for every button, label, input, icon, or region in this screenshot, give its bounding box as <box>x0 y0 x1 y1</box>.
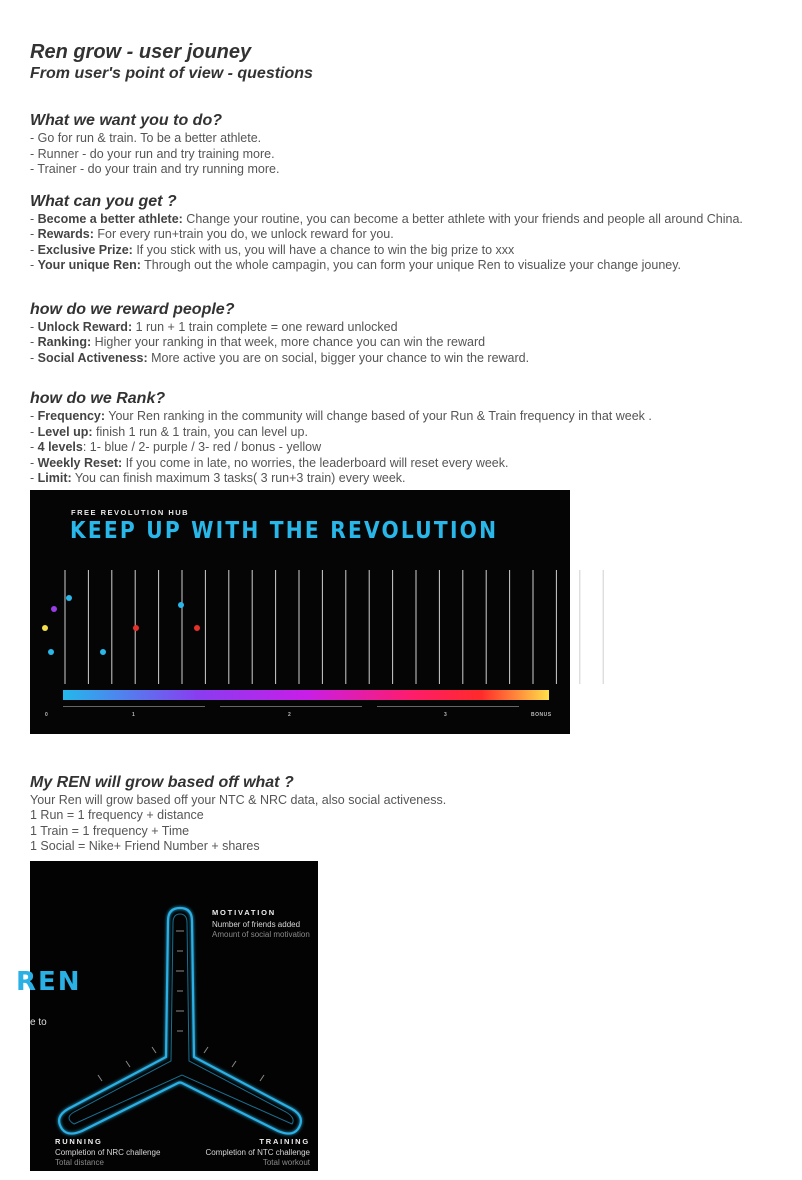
revolution-kicker: FREE REVOLUTION HUB <box>71 507 190 517</box>
scale-label: BONUS <box>531 711 552 718</box>
list-item: - Your unique Ren: Through out the whole campagin, you can form your unique Ren to visualize your change jouney. <box>30 258 682 272</box>
section-rank <box>30 389 790 734</box>
text-line: Your Ren will grow based off your NTC & NRC data, also social activeness. <box>30 792 447 807</box>
training-heading: TRAINING <box>259 1136 310 1146</box>
user-dot <box>48 649 54 655</box>
scale-label: 0 <box>45 711 49 718</box>
list-item: - Social Activeness: More active you are on social, bigger your chance to win the reward. <box>30 350 530 365</box>
running-line: Total distance <box>55 1157 104 1167</box>
scale-label: 2 <box>288 711 292 718</box>
section-heading: how do we reward people? <box>30 300 235 318</box>
section-heading: What can you get ? <box>30 192 177 210</box>
training-line: Completion of NTC challenge <box>205 1147 310 1157</box>
item-label: Frequency: <box>37 409 106 423</box>
section-what-can-you-get <box>30 192 790 274</box>
item-label: Ranking: <box>37 335 92 349</box>
user-dot <box>100 649 106 655</box>
list-item: - Limit: You can finish maximum 3 tasks( 3 run+3 train) every week. <box>30 471 406 485</box>
ren-shape-image <box>16 861 318 1171</box>
level-gradient-bar <box>63 690 549 700</box>
ren-scale-ticks <box>98 931 264 1081</box>
item-label: Your unique Ren: <box>37 258 141 272</box>
list-item: - Exclusive Prize: If you stick with us, you will have a chance to win the big prize to xxx <box>30 242 515 257</box>
section-reward <box>30 300 790 367</box>
item-label: Limit: <box>37 471 72 485</box>
list-item: - Level up: finish 1 run & 1 train, you can level up. <box>30 424 308 439</box>
training-line: Total workout <box>262 1157 310 1167</box>
list-item: - 4 levels: 1- blue / 2- purple / 3- red / bonus - yellow <box>30 440 322 454</box>
user-dot <box>66 595 72 601</box>
item-label: Social Activeness: <box>37 350 148 365</box>
list-item: - Frequency: Your Ren ranking in the community will change based of your Run & Train frequency in that week . <box>30 409 652 423</box>
item-label: Become a better athlete: <box>37 211 183 226</box>
section-heading: What we want you to do? <box>30 112 222 129</box>
list-item: - Ranking: Higher your ranking in that week, more chance you can win the reward <box>30 335 486 349</box>
level-divider <box>220 706 362 707</box>
user-dot <box>51 606 57 612</box>
text-line: 1 Social = Nike+ Friend Number + shares <box>30 839 260 853</box>
section-what-to-do <box>30 111 790 178</box>
running-heading: RUNNING <box>55 1136 103 1146</box>
list-item: - Become a better athlete: Change your routine, you can become a better athlete with your friends and people all around China. <box>30 211 743 226</box>
level-divider <box>377 706 519 707</box>
item-label: Level up: <box>37 424 93 439</box>
item-label: Exclusive Prize: <box>37 242 133 257</box>
level-divider <box>63 706 205 707</box>
list-item: - Runner - do your run and try training more. <box>30 146 275 161</box>
revolution-leaderboard-image <box>30 490 570 734</box>
list-item: - Go for run & train. To be a better athlete. <box>30 131 262 145</box>
page-subtitle: From user's point of view - questions <box>30 65 313 82</box>
user-dot <box>178 602 184 608</box>
motivation-heading: MOTIVATION <box>212 907 276 917</box>
item-label: Rewards: <box>37 227 94 241</box>
list-item: - Unlock Reward: 1 run + 1 train complete = one reward unlocked <box>30 319 398 334</box>
list-item: - Rewards: For every run+train you do, we unlock reward for you. <box>30 227 394 241</box>
list-item: - Trainer - do your train and try running more. <box>30 162 280 176</box>
scale-label: 1 <box>132 711 136 718</box>
text-line: 1 Run = 1 frequency + distance <box>30 808 204 822</box>
motivation-line: Amount of social motivation <box>212 929 310 939</box>
revolution-title: KEEP UP WITH THE REVOLUTION <box>70 517 499 544</box>
ren-outline <box>59 908 301 1134</box>
list-item: - Weekly Reset: If you come in late, no worries, the leaderboard will reset every week. <box>30 455 509 470</box>
ren-side-text: e to <box>30 1016 47 1028</box>
scale-label: 3 <box>444 711 448 718</box>
item-label: 4 levels <box>37 440 83 454</box>
section-heading: how do we Rank? <box>30 390 166 407</box>
page-title: Ren grow - user jouney <box>30 41 252 63</box>
ren-big-text: REN <box>16 966 82 997</box>
item-label: Unlock Reward: <box>37 319 133 334</box>
document-page <box>16 40 790 1171</box>
user-dot <box>133 625 139 631</box>
user-dot <box>194 625 200 631</box>
section-grow <box>16 773 790 1171</box>
user-dot <box>42 625 48 631</box>
running-line: Completion of NRC challenge <box>55 1147 161 1157</box>
text-line: 1 Train = 1 frequency + Time <box>30 823 190 838</box>
motivation-line: Number of friends added <box>212 919 301 929</box>
item-label: Weekly Reset: <box>37 455 123 470</box>
section-heading: My REN will grow based off what ? <box>30 773 294 791</box>
